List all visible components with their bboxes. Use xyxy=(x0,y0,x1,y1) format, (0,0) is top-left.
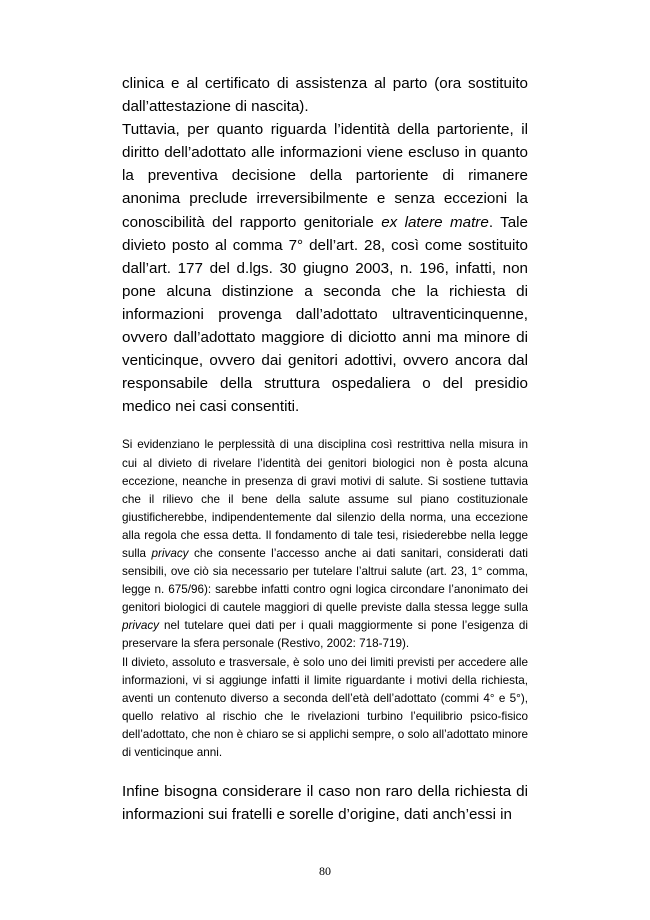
paragraph-3-privacy-term-1: privacy xyxy=(151,546,189,560)
paragraph-4: Il divieto, assoluto e trasversale, è solo uno dei limiti previsti per accedere alle informazioni, vi si aggiunge infatti il limite riguardante i motivi della richiesta, aventi un contenuto diverso a seconda dell’età dell’adottato (commi 4° e 5°), quello relativo al rischio che le rivelazioni turbino l’equilibrio psico-fisico dell’adottato, che non è chiaro se si applichi sempre, o solo all’adottato minore di venticinque anni. xyxy=(122,655,528,759)
paragraph-1: clinica e al certificato di assistenza al parto (ora sostituito dall’attestazione di nascita). xyxy=(122,75,528,116)
paragraph-2-latin-phrase: ex latere matre xyxy=(381,213,489,231)
paragraph-3-privacy-term-2: privacy xyxy=(122,619,160,633)
paragraph-2-text-b: . Tale divieto posto al comma 7° dell’art. 28, così come sostituito dall’art. 177 del d.lgs. 30 giugno 2003, n. 196, infatti, non pone alcuna distinzione a seconda che la richiesta di informazioni provenga dall’adottato ultraventicinquenne, ovvero dall’adottato maggiore di diciotto anni ma minore di venticinque, ovvero dai genitori adottivi, ovvero ancora dal responsabile della struttura ospedaliera o del presidio medico nei casi consentiti. xyxy=(122,213,528,416)
paragraph-3-text-a: Si evidenziano le perplessità di una disciplina così restrittiva nella misura in cui al divieto di rivelare l’identità dei genitori biologici non è posta alcuna eccezione, neanche in presenza di gravi motivi di salute. Si sostiene tuttavia che il rilievo che il bene della salute assume sul piano costituzionale giustificherebbe, indipendentemente dal silenzio della norma, una eccezione alla regola che essa detta. Il fondamento di tale tesi, risiederebbe nella legge sulla xyxy=(122,438,528,560)
paragraph-3 xyxy=(122,436,528,653)
paragraph-5: Infine bisogna considerare il caso non raro della richiesta di informazioni sui fratelli e sorelle d’origine, dati anch’essi in xyxy=(122,783,528,824)
paragraph-2-text-a: Tuttavia, per quanto riguarda l’identità della partoriente, il diritto dell’adottato alle informazioni viene escluso in quanto la preventiva decisione della partoriente di rimanere anonima preclude irreversibilmente e senza eccezioni la conoscibilità del rapporto genitoriale xyxy=(122,121,528,231)
paragraph-2 xyxy=(122,118,528,418)
paragraph-3-text-c: nel tutelare quei dati per i quali maggiormente si pone l’esigenza di preservare la sfera personale (Restivo, 2002: 718-719). xyxy=(122,619,528,651)
paragraph-3-text-b: che consente l’accesso anche ai dati sanitari, considerati dati sensibili, ove ciò sia necessario per tutelare l’altrui salute (art. 23, 1° comma, legge n. 675/96): sarebbe infatti contro ogni logica circondare l’anonimato dei genitori biologici di cautele maggiori di quelle previste dalla stessa legge sulla xyxy=(122,546,528,615)
page-body xyxy=(122,72,528,826)
page-number: 80 xyxy=(319,864,331,878)
